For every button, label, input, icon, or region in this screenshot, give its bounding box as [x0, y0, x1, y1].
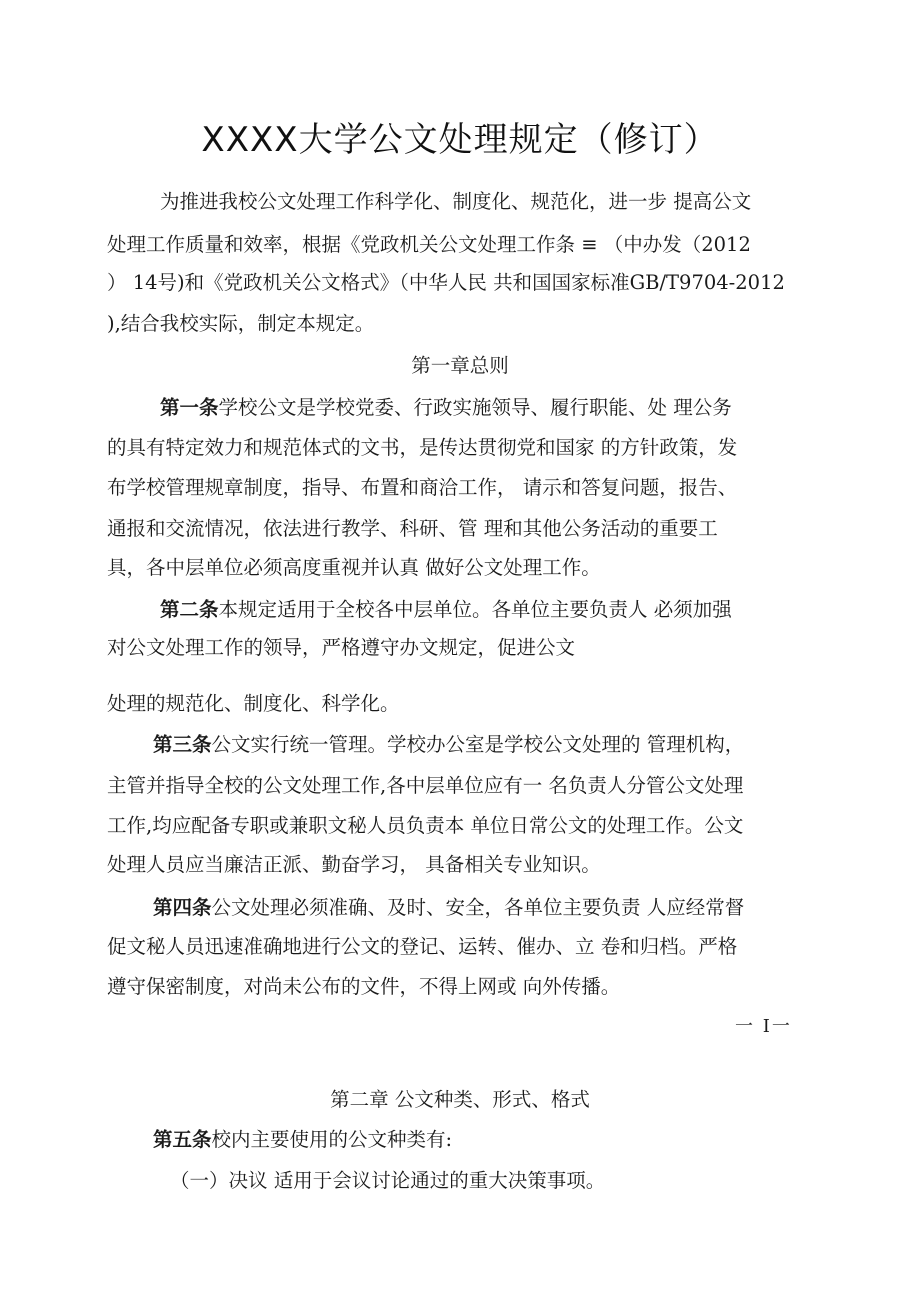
article-line: 遵守保密制度，对尚未公布的文件，不得上网或 向外传播。	[107, 975, 621, 998]
article-1-first-line	[160, 396, 732, 420]
article-line: 处理人员应当廉洁正派、勤奋学习， 具备相关专业知识。	[107, 853, 601, 876]
preamble-line: 处理工作质量和效率，根据《党政机关公文处理工作条 ≡ （中办发（2012	[107, 233, 751, 256]
article-text: 公文处理必须准确、及时、安全，各单位主要负责 人应经常督	[211, 896, 745, 919]
article-line: 具，各中层单位必须高度重视并认真 做好公文处理工作。	[107, 556, 601, 579]
article-text: 学校公文是学校党委、行政实施领导、履行职能、处 理公务	[218, 396, 732, 419]
article-line: 工作,均应配备专职或兼职文秘人员负责本 单位日常公文的处理工作。公文	[107, 814, 744, 837]
chapter-heading: 第一章总则	[411, 354, 509, 377]
chapter-heading: 第二章 公文种类、形式、格式	[330, 1088, 590, 1111]
article-line: 的具有特定效力和规范体式的文书，是传达贯彻党和国家 的方针政策，发	[107, 436, 738, 459]
preamble-line: 为推进我校公文处理工作科学化、制度化、规范化，进一步 提高公文	[160, 190, 752, 213]
article-line: 通报和交流情况，依法进行教学、科研、管 理和其他公务活动的重要工	[107, 517, 718, 540]
article-text: 公文实行统一管理。学校办公室是学校公文处理的 管理机构，	[211, 733, 745, 756]
article-label: 第一条	[160, 396, 219, 419]
article-text: 校内主要使用的公文种类有:	[211, 1128, 453, 1151]
article-line: 促文秘人员迅速准确地进行公文的登记、运转、催办、立 卷和归档。严格	[107, 935, 738, 958]
article-text: 本规定适用于全校各中层单位。各单位主要负责人 必须加强	[218, 598, 732, 621]
article-5-first-line	[153, 1128, 452, 1152]
article-label: 第三条	[153, 733, 212, 756]
article-line: 对公文处理工作的领导，严格遵守办文规定，促进公文	[107, 636, 576, 659]
article-label: 第五条	[153, 1128, 212, 1151]
article-line: 布学校管理规章制度，指导、布置和商洽工作， 请示和答复问题，报告、	[107, 476, 738, 499]
list-item: （一）决议 适用于会议讨论通过的重大决策事项。	[170, 1169, 606, 1192]
article-label: 第二条	[160, 598, 219, 621]
document-title: XXXX大学公文处理规定（修订）	[201, 120, 719, 160]
preamble-line: ） 14号)和《党政机关公文格式》（中华人民 共和国国家标准GB/T9704-2012	[107, 271, 785, 294]
article-label: 第四条	[153, 896, 212, 919]
article-3-first-line	[153, 733, 744, 757]
article-line: 主管并指导全校的公文处理工作,各中层单位应有一 名负责人分管公文处理	[107, 774, 744, 797]
page-number: 一 I一	[735, 1016, 792, 1037]
article-2-first-line	[160, 598, 732, 622]
preamble-line: ),结合我校实际，制定本规定。	[107, 312, 375, 335]
article-4-first-line	[153, 896, 744, 920]
article-line: 处理的规范化、制度化、科学化。	[107, 692, 400, 715]
